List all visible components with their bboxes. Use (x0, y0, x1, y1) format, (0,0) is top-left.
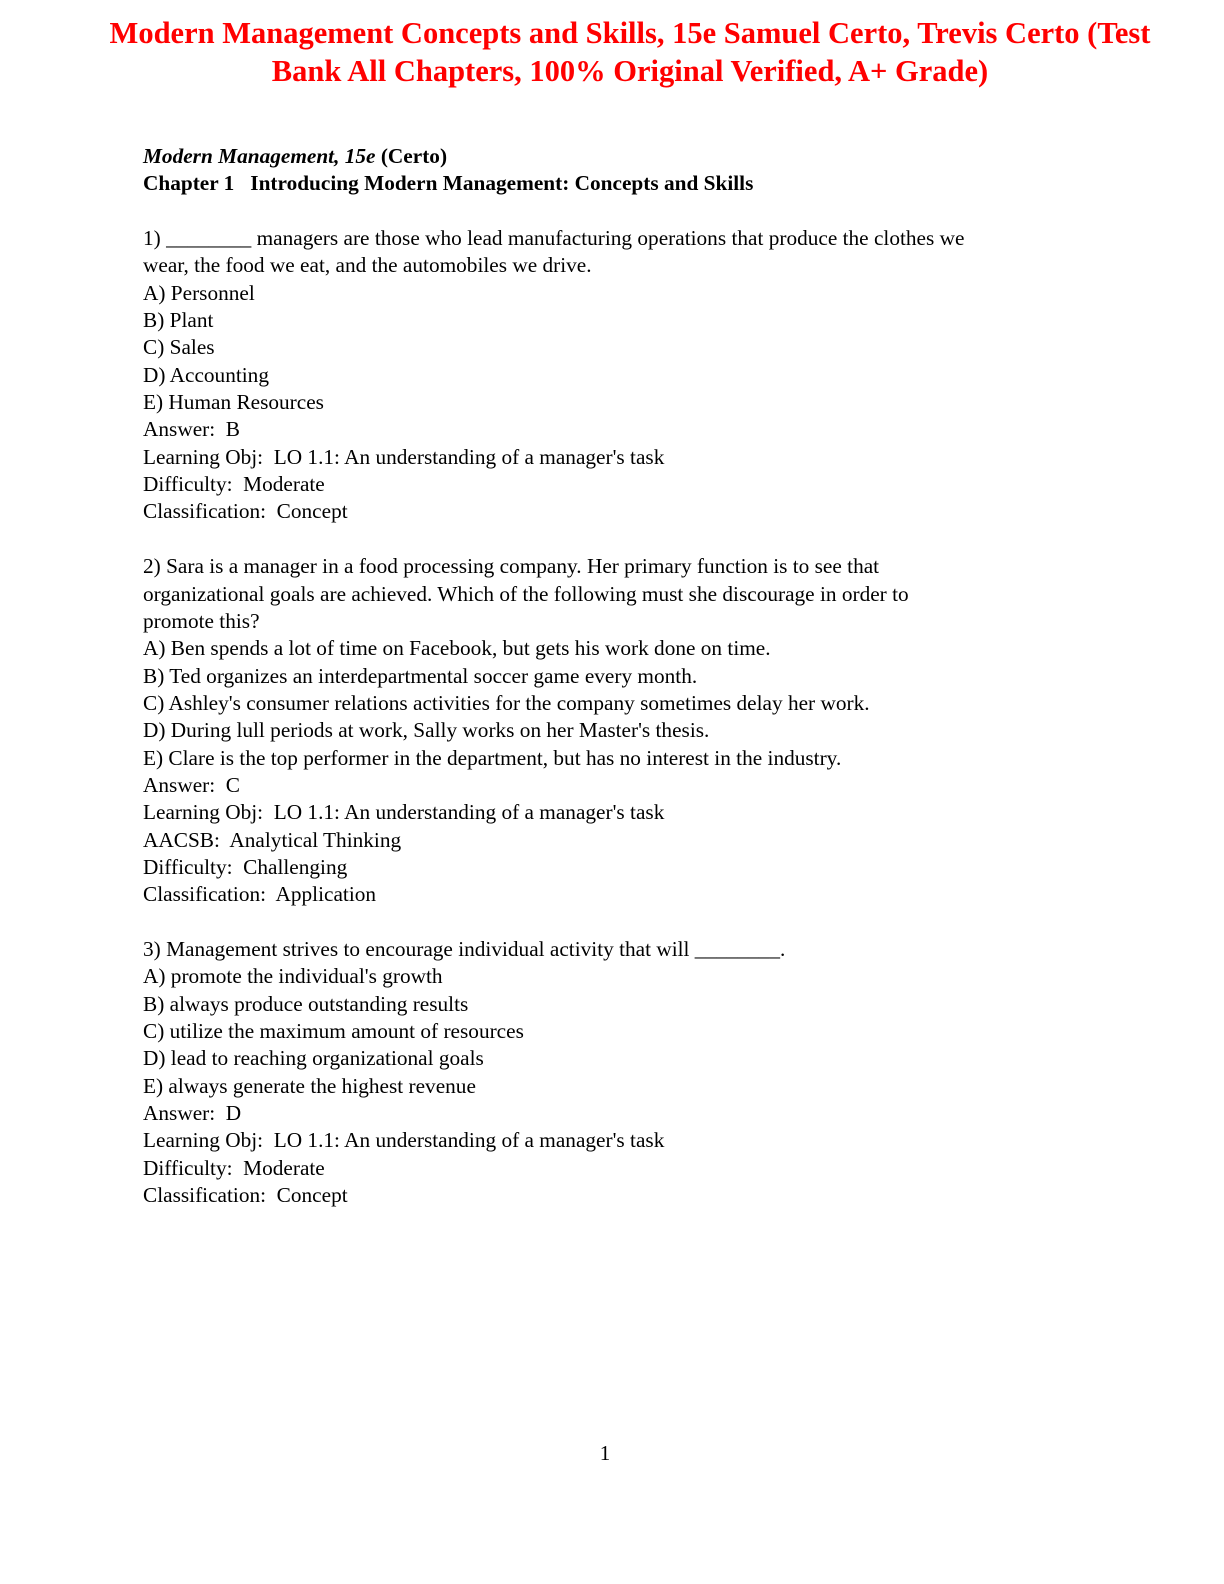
answer-option: C) utilize the maximum amount of resources (143, 1019, 524, 1043)
question-meta: Difficulty: Challenging (143, 854, 348, 879)
answer-option: C) Ashley's consumer relations activities for the company sometimes delay her work. (143, 690, 870, 715)
answer-option: A) Personnel (143, 280, 255, 305)
question-meta: Learning Obj: LO 1.1: An understanding of a manager's task (143, 1128, 665, 1153)
question-stem-line: wear, the food we eat, and the automobiles we drive. (143, 253, 592, 278)
question-meta: Answer: C (143, 772, 241, 797)
page-number: 1 (599, 1441, 611, 1465)
question-list (143, 198, 1103, 1210)
document-title (0, 14, 1224, 90)
document-title-line-2: Bank All Chapters, 100% Original Verified, A+ Grade) (271, 54, 989, 88)
question-meta: Answer: B (143, 417, 241, 442)
question-stem-line: 2) Sara is a manager in a food processing company. Her primary function is to see that (143, 554, 880, 579)
question-meta: Learning Obj: LO 1.1: An understanding of a manager's task (143, 800, 665, 825)
question-meta: Classification: Concept (143, 1183, 348, 1208)
book-heading (143, 143, 1103, 170)
answer-option: C) Sales (143, 335, 215, 360)
question-2 (143, 553, 1103, 908)
question-3 (143, 936, 1103, 1209)
answer-option: A) promote the individual's growth (143, 964, 443, 989)
question-1 (143, 225, 1103, 526)
question-meta: Difficulty: Moderate (143, 472, 325, 497)
question-stem-line: promote this? (143, 608, 260, 633)
answer-option: B) Ted organizes an interdepartmental soccer game every month. (143, 663, 698, 688)
document-title-line-1: Modern Management Concepts and Skills, 15e Samuel Certo, Trevis Certo (Test (109, 16, 1151, 50)
answer-option: E) always generate the highest revenue (143, 1073, 476, 1098)
question-stem-line: organizational goals are achieved. Which of the following must she discourage in order to (143, 581, 909, 606)
spacer (143, 198, 1103, 225)
question-meta: Classification: Application (143, 882, 377, 907)
document-body (143, 143, 1103, 1209)
answer-option: B) always produce outstanding results (143, 991, 469, 1016)
answer-option: E) Human Resources (143, 390, 324, 415)
answer-option: A) Ben spends a lot of time on Facebook, but gets his work done on time. (143, 636, 771, 661)
question-meta: AACSB: Analytical Thinking (143, 827, 402, 852)
question-stem-line: 3) Management strives to encourage individual activity that will ________. (143, 936, 786, 961)
question-stem-line: 1) ________ managers are those who lead manufacturing operations that produce the clothes we (143, 226, 965, 251)
answer-option: D) lead to reaching organizational goals (143, 1046, 484, 1071)
answer-option: B) Plant (143, 308, 214, 333)
book-author: (Certo) (375, 144, 448, 168)
question-meta: Learning Obj: LO 1.1: An understanding of a manager's task (143, 444, 665, 469)
answer-option: D) Accounting (143, 362, 269, 387)
answer-option: D) During lull periods at work, Sally works on her Master's thesis. (143, 718, 710, 743)
book-title: Modern Management, 15e (143, 144, 376, 168)
answer-option: E) Clare is the top performer in the department, but has no interest in the industry. (143, 745, 842, 770)
spacer (143, 909, 1103, 936)
chapter-heading: Chapter 1 Introducing Modern Management: Concepts and Skills (143, 171, 754, 196)
question-meta: Answer: D (143, 1101, 242, 1126)
question-meta: Difficulty: Moderate (143, 1155, 325, 1180)
spacer (143, 526, 1103, 553)
question-meta: Classification: Concept (143, 499, 348, 524)
